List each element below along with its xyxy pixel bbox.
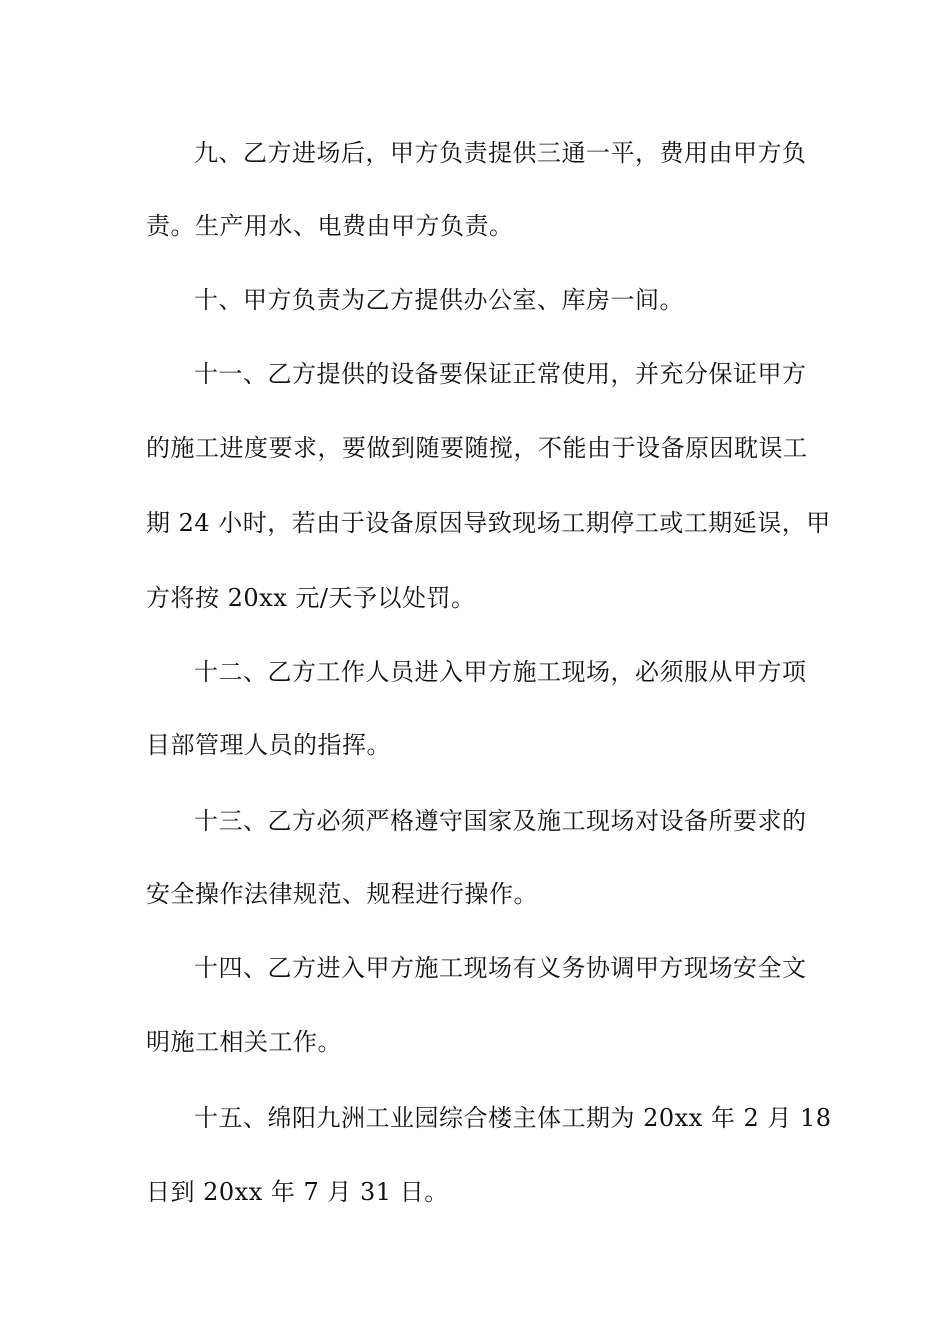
clause-15-line-1: 十五、绵阳九洲工业园综合楼主体工期为 20xx 年 2 月 18 [194, 1104, 832, 1132]
clause-9-line-1: 九、乙方进场后，甲方负责提供三通一平，费用由甲方负 [194, 139, 807, 167]
clause-11-line-1: 十一、乙方提供的设备要保证正常使用，并充分保证甲方 [194, 360, 807, 388]
clause-14-line-2: 明施工相关工作。 [146, 1028, 342, 1056]
clause-11-line-2: 的施工进度要求，要做到随要随搅，不能由于设备原因耽误工 [146, 434, 808, 462]
clause-11-line-3: 期 24 小时，若由于设备原因导致现场工期停工或工期延误，甲 [146, 509, 831, 537]
clause-11-line-4: 方将按 20xx 元/天予以处罚。 [146, 584, 476, 612]
clause-10-line-1: 十、甲方负责为乙方提供办公室、库房一间。 [194, 286, 684, 314]
clause-12-line-1: 十二、乙方工作人员进入甲方施工现场，必须服从甲方项 [194, 658, 807, 686]
clause-12-line-2: 目部管理人员的指挥。 [146, 731, 391, 759]
clause-9-line-2: 责。生产用水、电费由甲方负责。 [146, 212, 514, 240]
clause-15-line-2: 日到 20xx 年 7 月 31 日。 [146, 1178, 449, 1206]
clause-13-line-1: 十三、乙方必须严格遵守国家及施工现场对设备所要求的 [194, 807, 807, 835]
clause-14-line-1: 十四、乙方进入甲方施工现场有义务协调甲方现场安全文 [194, 954, 807, 982]
clause-13-line-2: 安全操作法律规范、规程进行操作。 [146, 880, 538, 908]
